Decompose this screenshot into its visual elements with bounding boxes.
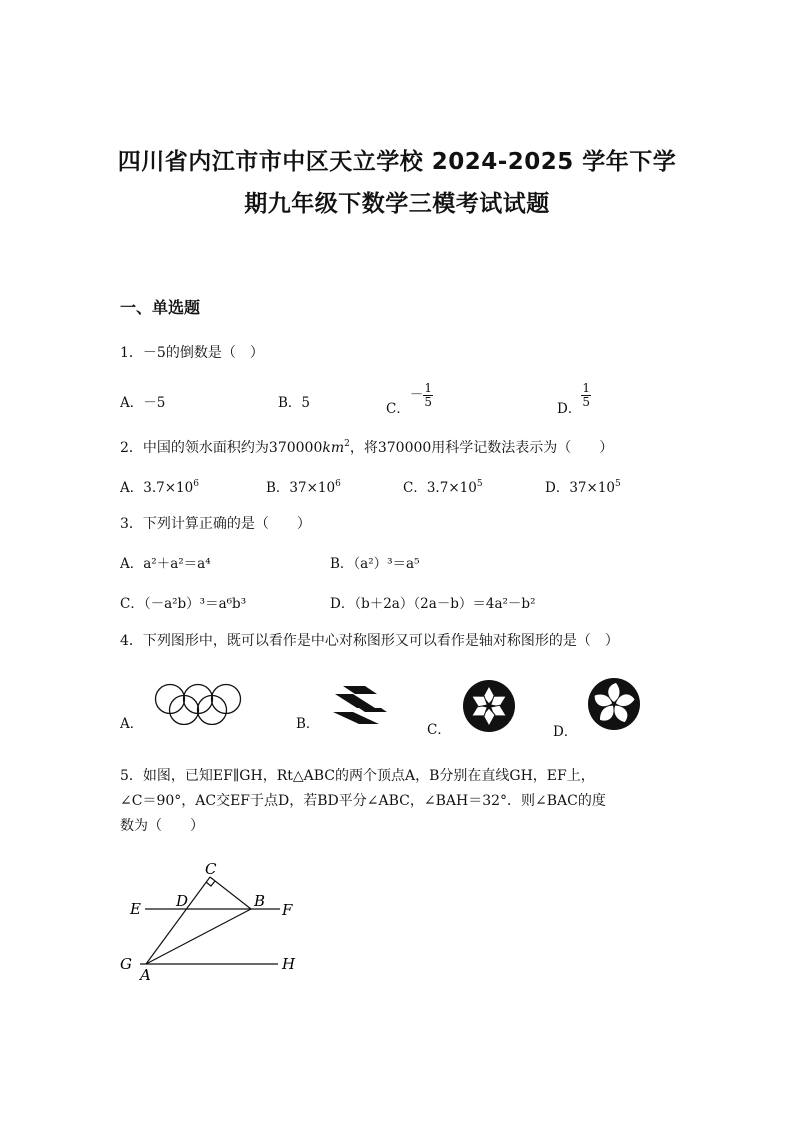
label-e: E xyxy=(130,900,141,918)
q2-option-a-label: A． xyxy=(120,480,144,496)
question-1-stem: 1．－5的倒数是（ ） xyxy=(120,345,264,361)
q4-option-c[interactable]: C． xyxy=(427,722,451,738)
page-title-line1: 四川省内江市市中区天立学校 2024-2025 学年下学 xyxy=(117,149,677,175)
question-5-line1: 5．如图，已知EF∥GH，Rt△ABC的两个顶点A，B分别在直线GH，EF上， xyxy=(120,768,595,784)
bauhinia-flower-icon xyxy=(587,677,641,731)
q1-option-d-label: D． xyxy=(557,401,582,417)
q2-option-b-exp: 6 xyxy=(335,479,341,489)
q2-option-d-exp: 5 xyxy=(615,479,621,489)
label-h: H xyxy=(282,955,296,973)
page-title-line2: 期九年级下数学三模考试试题 xyxy=(244,191,550,217)
segment-ab xyxy=(146,909,251,964)
q2-option-b[interactable] xyxy=(266,476,341,496)
fraction-denominator: 5 xyxy=(582,395,590,409)
q3-option-b[interactable]: B．（a²）³＝a⁵ xyxy=(330,556,420,572)
right-angle-mark xyxy=(206,881,215,886)
q4-option-d[interactable]: D． xyxy=(553,724,578,740)
fraction-numerator: 1 xyxy=(424,381,432,395)
q2-option-c[interactable] xyxy=(403,476,483,496)
q2-option-a-base: 3.7×10 xyxy=(143,480,194,496)
q1-option-c-sign: － xyxy=(409,387,424,403)
question-4-stem: 4．下列图形中，既可以看作是中心对称图形又可以看作是轴对称图形的是（ ） xyxy=(120,633,619,649)
q1-option-d[interactable] xyxy=(557,381,591,417)
snowflake-circle-icon xyxy=(462,679,516,733)
q2-option-c-base: 3.7×10 xyxy=(426,480,477,496)
label-b: B xyxy=(254,892,266,910)
q2-unit-exponent: 2 xyxy=(344,439,350,449)
fraction-numerator: 1 xyxy=(582,381,590,395)
q3-option-a[interactable]: A．a²＋a²＝a⁴ xyxy=(120,556,211,572)
question-2-stem xyxy=(120,437,613,457)
q2-option-d-label: D． xyxy=(545,480,570,496)
q5-geometry-figure xyxy=(110,855,310,985)
q2-option-d[interactable] xyxy=(545,476,621,496)
q4-option-a[interactable]: A． xyxy=(120,716,144,732)
q2-option-a[interactable] xyxy=(120,476,199,496)
suzuki-logo-icon xyxy=(329,684,389,726)
segment-cb xyxy=(210,877,251,909)
q2-option-b-label: B． xyxy=(266,480,290,496)
question-3-stem: 3．下列计算正确的是（ ） xyxy=(120,516,311,532)
q2-option-c-label: C． xyxy=(403,480,427,496)
section-heading: 一、单选题 xyxy=(120,298,201,317)
q1-option-b[interactable]: B．5 xyxy=(278,395,311,411)
question-5-line3: 数为（ ） xyxy=(120,818,204,834)
olympic-rings-icon xyxy=(150,683,245,725)
q2-option-a-exp: 6 xyxy=(193,479,199,489)
q1-option-c[interactable] xyxy=(386,381,433,417)
q4-option-b[interactable]: B． xyxy=(296,716,320,732)
q1-option-d-fraction xyxy=(581,382,591,409)
label-d: D xyxy=(176,892,189,910)
label-c: C xyxy=(205,860,217,878)
q3-option-d[interactable]: D．（b＋2a）（2a－b）＝4a²－b² xyxy=(330,596,536,612)
q1-option-a[interactable]: A．－5 xyxy=(120,395,166,411)
q3-option-c[interactable]: C．（－a²b）³＝a⁶b³ xyxy=(120,596,247,612)
fraction-denominator: 5 xyxy=(424,395,432,409)
label-g: G xyxy=(120,955,132,973)
q2-option-c-exp: 5 xyxy=(476,479,483,489)
q2-stem-part2: ，将370000用科学记数法表示为（ ） xyxy=(349,440,614,456)
q1-option-c-label: C． xyxy=(386,401,410,417)
q2-stem-part1: 2．中国的领水面积约为370000 xyxy=(120,440,323,456)
q2-unit: km xyxy=(322,440,345,456)
question-5-line2: ∠C＝90°，AC交EF于点D，若BD平分∠ABC，∠BAH＝32°．则∠BAC的度 xyxy=(120,793,606,809)
q1-option-c-fraction xyxy=(423,382,433,409)
q2-option-b-base: 37×10 xyxy=(289,480,336,496)
label-f: F xyxy=(282,901,293,919)
segment-ac xyxy=(146,877,210,964)
label-a: A xyxy=(140,966,151,984)
q2-option-d-base: 37×10 xyxy=(569,480,615,496)
